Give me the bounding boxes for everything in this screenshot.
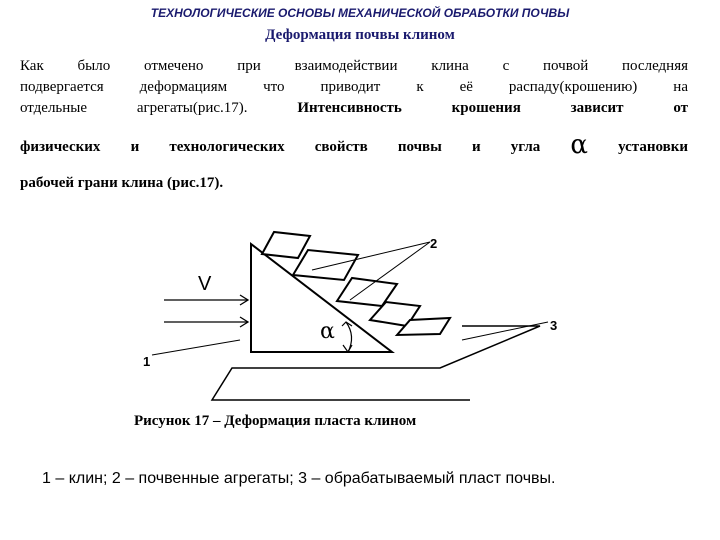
label-2: 2: [430, 236, 438, 251]
paragraph-line-2: подвергается деформациям что приводит к её распаду(крошению) на: [20, 79, 688, 95]
figure-caption: Рисунок 17 – Деформация пласта клином: [134, 413, 417, 429]
paragraph-line-4-part2: установки: [618, 139, 689, 155]
paragraph-line-4-part1: физических и технологических свойств почвы и угла: [20, 139, 541, 155]
paragraph-line-1: Как было отмечено при взаимодействии клина с почвой последняя: [20, 58, 688, 74]
presentation-header: ТЕХНОЛОГИЧЕСКИЕ ОСНОВЫ МЕХАНИЧЕСКОЙ ОБРАБОТКИ ПОЧВЫ: [150, 6, 570, 20]
label-1: 1: [143, 354, 151, 369]
soil-aggregate-1: [262, 232, 310, 258]
velocity-label: V: [198, 273, 212, 295]
leader-line-1: [152, 340, 240, 355]
paragraph-line-3: [20, 98, 688, 119]
slide-subtitle: Деформация почвы клином: [265, 27, 455, 43]
paragraph-line-3-bold: Интенсивность крошения зависит от: [297, 100, 688, 116]
leader-line-3: [462, 322, 548, 340]
alpha-symbol: α: [570, 130, 588, 160]
figure-legend: 1 – клин; 2 – почвенные агрегаты; 3 – обрабатываемый пласт почвы.: [42, 470, 556, 487]
soil-aggregate-2: [293, 250, 358, 280]
paragraph-line-4: [20, 130, 688, 160]
paragraph-line-5: рабочей грани клина (рис.17).: [20, 175, 224, 191]
label-3: 3: [550, 318, 558, 333]
angle-label: α: [320, 319, 335, 344]
wedge-deformation-figure: [130, 220, 570, 410]
paragraph-line-3-normal: отдельные агрегаты(рис.17).: [20, 100, 248, 116]
